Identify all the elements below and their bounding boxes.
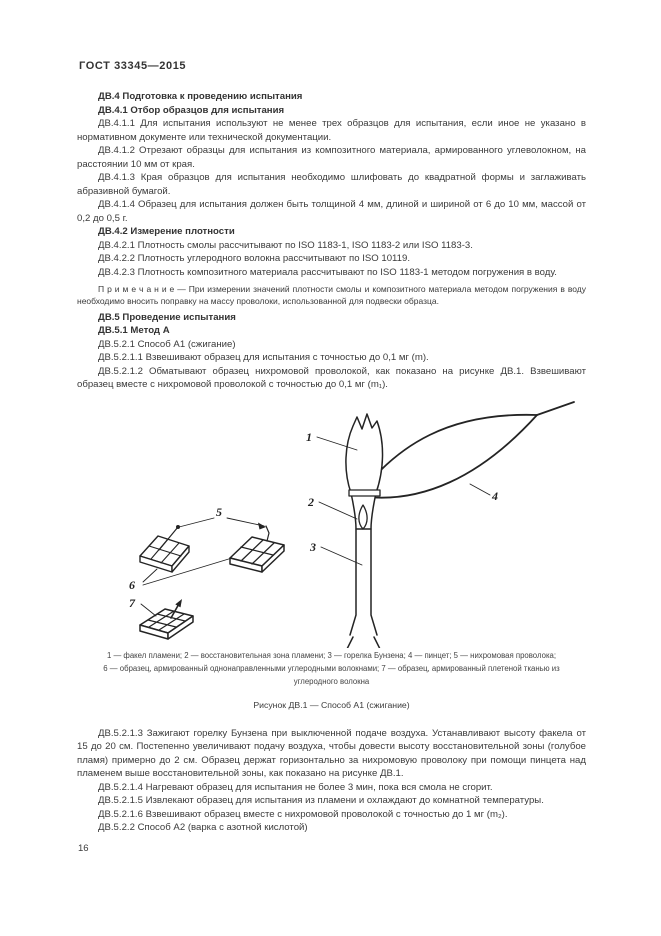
tweezers-lower-arm (367, 415, 537, 498)
burner-tube (347, 529, 380, 648)
figure-title: Рисунок ДВ.1 — Способ А1 (сжигание) (253, 700, 410, 711)
figure-db1 (75, 398, 597, 648)
paragraph-db5-2-1-2: ДВ.5.2.1.2 Обматывают образец нихромовой проволокой, как показано на рисунке ДВ.1. Взвешивают образец вместе с нихромовой проволокой с точностью до 0,1 мг (m₁). (77, 365, 586, 391)
note-paragraph: П р и м е ч а н и е — При измерении значений плотности смолы и композитного материала методом погружения в воду необходимо вносить поправку на массу проволоки, использованной для подвески образца. (77, 284, 586, 307)
paragraph-db4-2-1: ДВ.4.2.1 Плотность смолы рассчитывают по ISO 1183-1, ISO 1183-2 или ISO 1183-3. (98, 239, 473, 251)
figure-label-6: 6 (129, 577, 135, 592)
sample-in-flame (349, 490, 380, 496)
wire-pin-arrowhead (175, 599, 182, 607)
paragraph-db5-2-1-3: ДВ.5.2.1.3 Зажигают горелку Бунзена при выключенной подаче воздуха. Устанавливают высоту факела от 15 до 20 см. Постепенно увеличивают подачу воздуха, чтобы довести высоту восстановительной зоны (голубое пламя) примерно до 2 см. Образец держат горизонтально за нихромовую проволоку при помощи пинцета над пламенем выше восстановительной зоны, как показано на рисунке ДВ.1. (77, 727, 586, 780)
figure-label-3: 3 (310, 539, 316, 554)
page-number: 16 (78, 843, 89, 854)
sample-block-unidirectional-left (140, 527, 189, 572)
paragraph-db5-2-1-5: ДВ.5.2.1.5 Извлекают образец для испытания из пламени и охлаждают до комнатной температуры. (98, 795, 544, 807)
heading-db5-1: ДВ.5.1 Метод А (98, 325, 170, 337)
sample-block-unidirectional-right (230, 526, 284, 572)
paragraph-db4-1-3: ДВ.4.1.3 Края образцов для испытания необходимо шлифовать до квадратной формы и заглаживать абразивной бумагой. (77, 172, 586, 197)
tweezers-upper-arm (362, 414, 537, 490)
paragraph-db4-1-4: ДВ.4.1.4 Образец для испытания должен быть толщиной 4 мм, длиной и шириной от 6 до 10 мм, массой от 0,2 до 0,5 г. (77, 199, 586, 224)
document-header: ГОСТ 33345—2015 (79, 60, 187, 72)
tweezers-handle (537, 402, 574, 415)
paragraph-db5-2-1-1: ДВ.5.2.1.1 Взвешивают образец для испытания с точностью до 0,1 мг (m). (98, 352, 429, 364)
paragraph-db4-2-3: ДВ.4.2.3 Плотность композитного материала рассчитывают по ISO 1183-1 методом погружения в воду. (98, 266, 557, 278)
figure-label-2: 2 (308, 494, 314, 509)
heading-db4: ДВ.4 Подготовка к проведению испытания (98, 91, 303, 102)
bunsen-burner-diagram (75, 398, 597, 648)
heading-db4-1: ДВ.4.1 Отбор образцов для испытания (98, 104, 285, 116)
paragraph-db4-1-1: ДВ.4.1.1 Для испытания используют не менее трех образцов для испытания, если иное не указано в нормативном документе или технической документации. (77, 118, 586, 143)
paragraph-db4-2-2: ДВ.4.2.2 Плотность углеродного волокна рассчитывают по ISO 10119. (98, 253, 411, 264)
document-body (77, 90, 586, 835)
paragraph-db5-2-1-6: ДВ.5.2.1.6 Взвешивают образец вместе с нихромовой проволокой с точностью до 1 мг (m₂). (98, 808, 508, 820)
heading-db4-2: ДВ.4.2 Измерение плотности (98, 226, 235, 237)
leader-arrowhead-5 (258, 522, 266, 529)
figure-caption-line3: углеродного волокна (293, 677, 370, 687)
figure-label-1: 1 (306, 429, 312, 444)
leader-lines (141, 437, 490, 616)
figure-label-4: 4 (492, 488, 498, 503)
figure-label-7: 7 (129, 595, 135, 610)
figure-caption-line2: 6 — образец, армированный однонаправленными углеродными волокнами; 7 — образец, армированный плетеной тканью из (103, 663, 560, 673)
paragraph-db5-2-1-4: ДВ.5.2.1.4 Нагревают образец для испытания не более 3 мин, пока вся смола не сгорит. (98, 781, 493, 793)
flame-outline (346, 414, 383, 529)
nichrome-wire-right (266, 526, 269, 541)
figure-caption-line1: 1 — факел пламени; 2 — восстановительная зона пламени; 3 — горелка Бунзена; 4 — пинцет; 5 — нихромовая проволока; (106, 650, 557, 660)
figure-label-5: 5 (216, 504, 222, 519)
heading-db5: ДВ.5 Проведение испытания (98, 311, 236, 323)
paragraph-db4-1-2: ДВ.4.1.2 Отрезают образцы для испытания из композитного материала, армированного углеволокном, на расстоянии 10 мм от края. (77, 145, 586, 170)
paragraph-db5-2-2: ДВ.5.2.2 Способ А2 (варка с азотной кислотой) (98, 822, 308, 834)
sample-block-woven (140, 602, 193, 639)
paragraph-db5-2-1: ДВ.5.2.1 Способ А1 (сжигание) (98, 338, 236, 350)
